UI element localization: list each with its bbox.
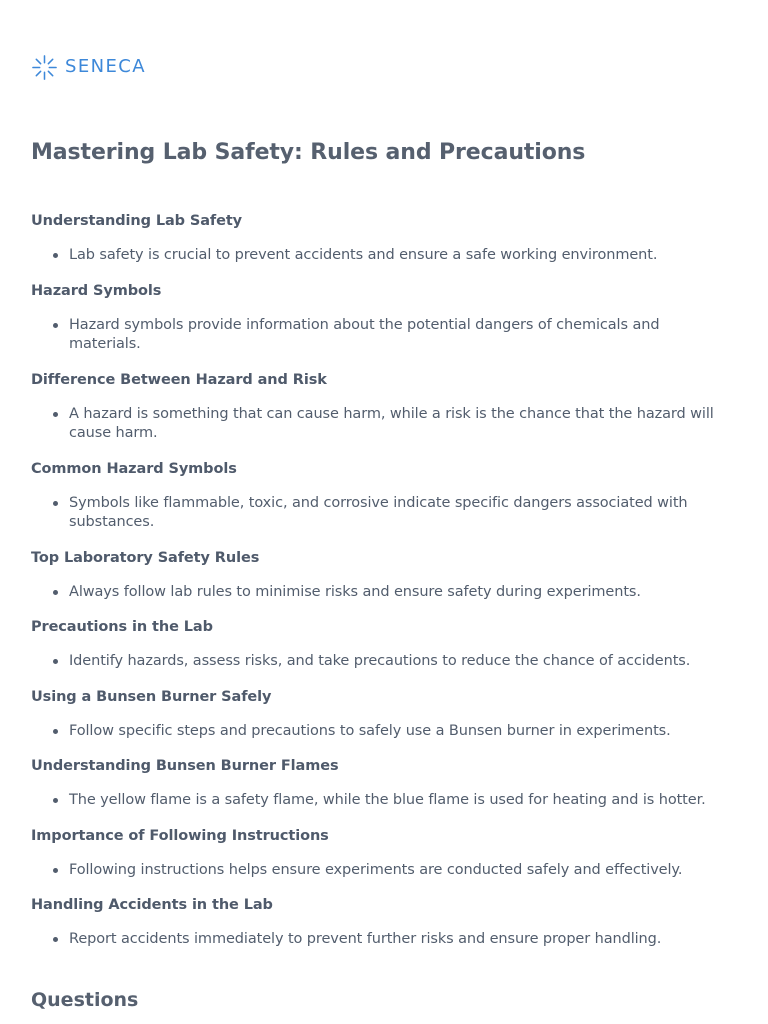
summary-section [31,281,731,355]
bullet-list [31,316,731,355]
seneca-starburst-icon [31,54,58,81]
summary-section [31,756,731,811]
summary-section [31,548,731,603]
list-item [31,930,731,950]
bullet-list [31,722,731,742]
section-heading: Understanding Lab Safety [31,213,243,229]
section-heading: Handling Accidents in the Lab [31,897,273,913]
bullet-text: Lab safety is crucial to prevent accidents and ensure a safe working environment. [69,247,658,263]
seneca-logo [31,53,146,81]
bullet-text: Identify hazards, assess risks, and take precautions to reduce the chance of accidents. [69,653,691,669]
bullet-dot-icon [53,323,58,328]
list-item [31,583,731,603]
summary-section [31,211,731,266]
summary-section [31,617,731,672]
bullet-list [31,405,731,444]
section-heading: Importance of Following Instructions [31,827,329,844]
list-item [31,722,731,742]
bullet-dot-icon [53,659,58,664]
list-item [31,405,731,444]
bullet-list [31,930,731,950]
summary-section [31,370,731,444]
bullet-text: Follow specific steps and precautions to safely use a Bunsen burner in experiments. [69,722,671,739]
section-heading: Difference Between Hazard and Risk [31,371,327,388]
list-item [31,861,731,881]
section-heading: Top Laboratory Safety Rules [31,549,260,566]
bullet-dot-icon [53,253,58,258]
list-item [31,652,731,672]
bullet-text: Symbols like flammable, toxic, and corrosive indicate specific dangers associated with substances. [69,494,688,530]
section-heading: Using a Bunsen Burner Safely [31,688,272,705]
list-item [31,246,731,266]
section-heading: Precautions in the Lab [31,619,213,635]
bullet-dot-icon [53,501,58,506]
brand-name: SENECA [65,56,146,77]
summary-section [31,826,731,881]
page-title: Mastering Lab Safety: Rules and Precautions [31,140,586,165]
bullet-dot-icon [53,868,58,873]
bullet-dot-icon [53,412,58,417]
questions-heading: Questions [31,989,139,1011]
summary-section [31,895,731,950]
bullet-list [31,494,731,533]
section-heading: Understanding Bunsen Burner Flames [31,758,339,774]
summary-section [31,459,731,533]
bullet-dot-icon [53,729,58,734]
bullet-text: Report accidents immediately to prevent further risks and ensure proper handling. [69,931,662,947]
summary-sections [31,211,731,965]
bullet-dot-icon [53,590,58,595]
list-item [31,316,731,355]
bullet-text: A hazard is something that can cause harm, while a risk is the chance that the hazard will cause harm. [69,405,714,441]
bullet-list [31,246,731,266]
section-heading: Common Hazard Symbols [31,460,237,477]
bullet-list [31,652,731,672]
list-item [31,494,731,533]
bullet-dot-icon [53,937,58,942]
bullet-text: Always follow lab rules to minimise risks and ensure safety during experiments. [69,583,641,600]
bullet-text: Following instructions helps ensure experiments are conducted safely and effectively. [69,861,683,878]
bullet-list [31,861,731,881]
section-heading: Hazard Symbols [31,282,162,299]
bullet-list [31,791,731,811]
bullet-text: The yellow flame is a safety flame, while the blue flame is used for heating and is hotter. [69,792,706,808]
bullet-dot-icon [53,798,58,803]
bullet-list [31,583,731,603]
bullet-text: Hazard symbols provide information about the potential dangers of chemicals and materials. [69,316,660,352]
summary-section [31,687,731,742]
list-item [31,791,731,811]
